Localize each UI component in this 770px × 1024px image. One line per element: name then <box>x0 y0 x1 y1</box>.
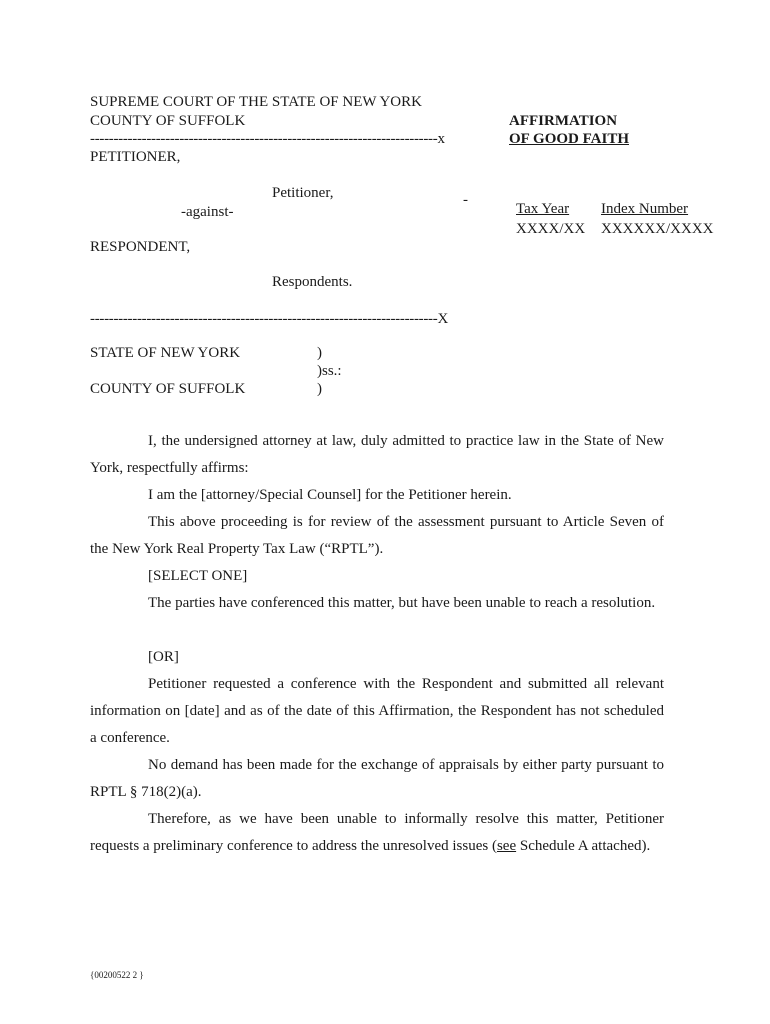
caption-top-rule: --------------------------------------------------------------------------x <box>90 131 445 147</box>
venue-county: COUNTY OF SUFFOLK <box>90 381 246 397</box>
caption-bottom-rule: --------------------------------------------------------------------------X <box>90 311 448 327</box>
document-title-line1: AFFIRMATION <box>509 113 618 129</box>
venue-paren-close: ) <box>317 381 322 397</box>
tax-year-label: Tax Year <box>516 201 570 217</box>
venue-paren-open: ) <box>317 345 322 361</box>
county-name: COUNTY OF SUFFOLK <box>90 113 246 129</box>
tax-year-value: XXXX/XX <box>516 221 586 237</box>
body-paragraph-counsel: I am the [attorney/Special Counsel] for the Petitioner herein. <box>148 487 512 503</box>
body-paragraph-requested: Petitioner requested a conference with the Respondent and submitted all relevant information on [date] and as of the date of this Affirmation, the Respondent has not scheduled a conference. <box>90 676 664 746</box>
affirmation-body <box>90 428 664 860</box>
venue-state: STATE OF NEW YORK <box>90 345 241 361</box>
body-paragraph-no-demand: No demand has been made for the exchange of appraisals by either party pursuant to RPTL § 718(2)(a). <box>90 757 664 800</box>
venue-ss: )ss.: <box>317 363 342 379</box>
body-select-one: [SELECT ONE] <box>148 568 248 584</box>
petitioner-heading: PETITIONER, <box>90 149 181 165</box>
body-paragraph-proceeding: This above proceeding is for review of the assessment pursuant to Article Seven of the New York Real Property Tax Law (“RPTL”). <box>90 514 664 557</box>
body-blank-line <box>90 617 664 644</box>
petitioner-role: Petitioner, <box>272 185 334 201</box>
respondent-role: Respondents. <box>272 274 353 290</box>
index-number-label: Index Number <box>601 201 689 217</box>
against-label: -against- <box>181 204 234 220</box>
body-paragraph-intro: I, the undersigned attorney at law, duly admitted to practice law in the State of New York, respectfully affirms: <box>90 433 664 476</box>
caption-small-dash: - <box>463 192 468 208</box>
therefore-text-end: Schedule A attached). <box>516 838 651 854</box>
document-title-line2: OF GOOD FAITH <box>509 131 629 147</box>
court-name: SUPREME COURT OF THE STATE OF NEW YORK <box>90 94 422 110</box>
therefore-text-start: Therefore, as we have been unable to informally resolve this matter, Petitioner requests a preliminary conference to address the unresolved issues ( <box>90 811 664 854</box>
respondent-heading: RESPONDENT, <box>90 239 191 255</box>
see-reference: see <box>496 838 517 854</box>
index-number-value: XXXXXX/XXXX <box>601 221 714 237</box>
body-paragraph-therefore <box>90 806 664 860</box>
document-id: {00200522 2 } <box>90 970 144 980</box>
body-paragraph-conferenced: The parties have conferenced this matter, but have been unable to reach a resolution. <box>148 595 656 611</box>
body-or: [OR] <box>148 649 179 665</box>
